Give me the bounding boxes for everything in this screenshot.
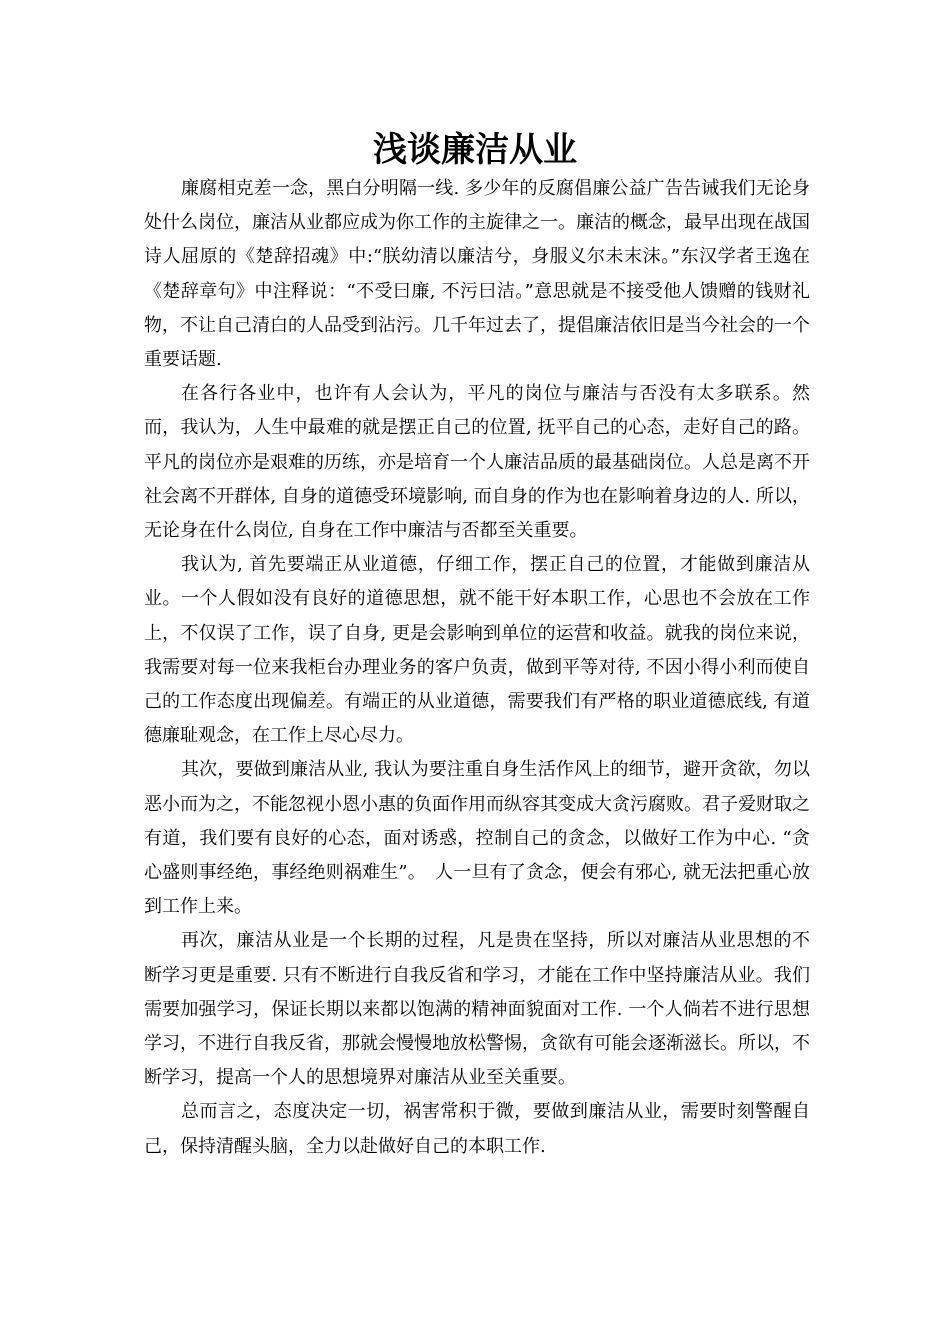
paragraph-5: 再次，廉洁从业是一个长期的过程，凡是贵在坚持，所以对廉洁从业思想的不断学习更是重要. 只有不断进行自我反省和学习，才能在工作中坚持廉洁从业。我们需要加强学习，保证长期以来都以饱满的精神面貌面对工作. 一个人倘若不进行思想学习，不进行自我反省，那就会慢慢地放松警惕，贪欲有可能会逐渐滋长。所以，不断学习，提高一个人的思想境界对廉洁从业至关重要。 (144, 930, 810, 1089)
paragraph-4: 其次，要做到廉洁从业, 我认为要注重自身生活作风上的细节，避开贪欲，勿以恶小而为之，不能忽视小恩小惠的负面作用而纵容其变成大贪污腐败。君子爱财取之有道，我们要有良好的心态，面对诱惑，控制自己的贪念，以做好工作为中心. “贪心盛则事经绝，事经绝则祸难生”。 人一旦有了贪念，便会有邪心, 就无法把重心放到工作上来。 (144, 759, 810, 918)
document-body (144, 172, 810, 1164)
paragraph-1: 廉腐相克差一念，黑白分明隔一线. 多少年的反腐倡廉公益广告告诫我们无论身处什么岗位，廉洁从业都应成为你工作的主旋律之一。廉洁的概念，最早出现在战国诗人屈原的《楚辞招魂》中:“朕幼清以廉洁兮，身服义尔未末沫。”东汉学者王逸在《楚辞章句》中注释说：“不受曰廉, 不污曰洁。”意思就是不接受他人馈赠的钱财礼物，不让自己清白的人品受到沾污。几千年过去了，提倡廉洁依旧是当今社会的一个重要话题. (144, 178, 810, 371)
paragraph-2: 在各行各业中，也许有人会认为，平凡的岗位与廉洁与否没有太多联系。然而，我认为，人生中最难的就是摆正自己的位置, 抚平自己的心态，走好自己的路。平凡的岗位亦是艰难的历练，亦是培育一个人廉洁品质的最基础岗位。人总是离不开社会离不开群体, 自身的道德受环境影响, 而自身的作为也在影响着身边的人. 所以，无论身在什么岗位, 自身在工作中廉洁与否都至关重要。 (144, 383, 810, 542)
paragraph-6: 总而言之，态度决定一切，祸害常积于微，要做到廉洁从业，需要时刻警醒自己，保持清醒头脑，全力以赴做好自己的本职工作. (144, 1101, 810, 1157)
document-title: 浅谈廉洁从业 (373, 130, 577, 170)
paragraph-3: 我认为, 首先要端正从业道德，仔细工作，摆正自己的位置，才能做到廉洁从业。一个人假如没有良好的道德思想，就不能干好本职工作，心思也不会放在工作上，不仅误了工作，误了自身, 更是会影响到单位的运营和收益。就我的岗位来说，我需要对每一位来我柜台办理业务的客户负责，做到平等对待, 不因小得小利而使自己的工作态度出现偏差。有端正的从业道德，需要我们有严格的职业道德底线, 有道德廉耻观念，在工作上尽心尽力。 (144, 554, 810, 747)
